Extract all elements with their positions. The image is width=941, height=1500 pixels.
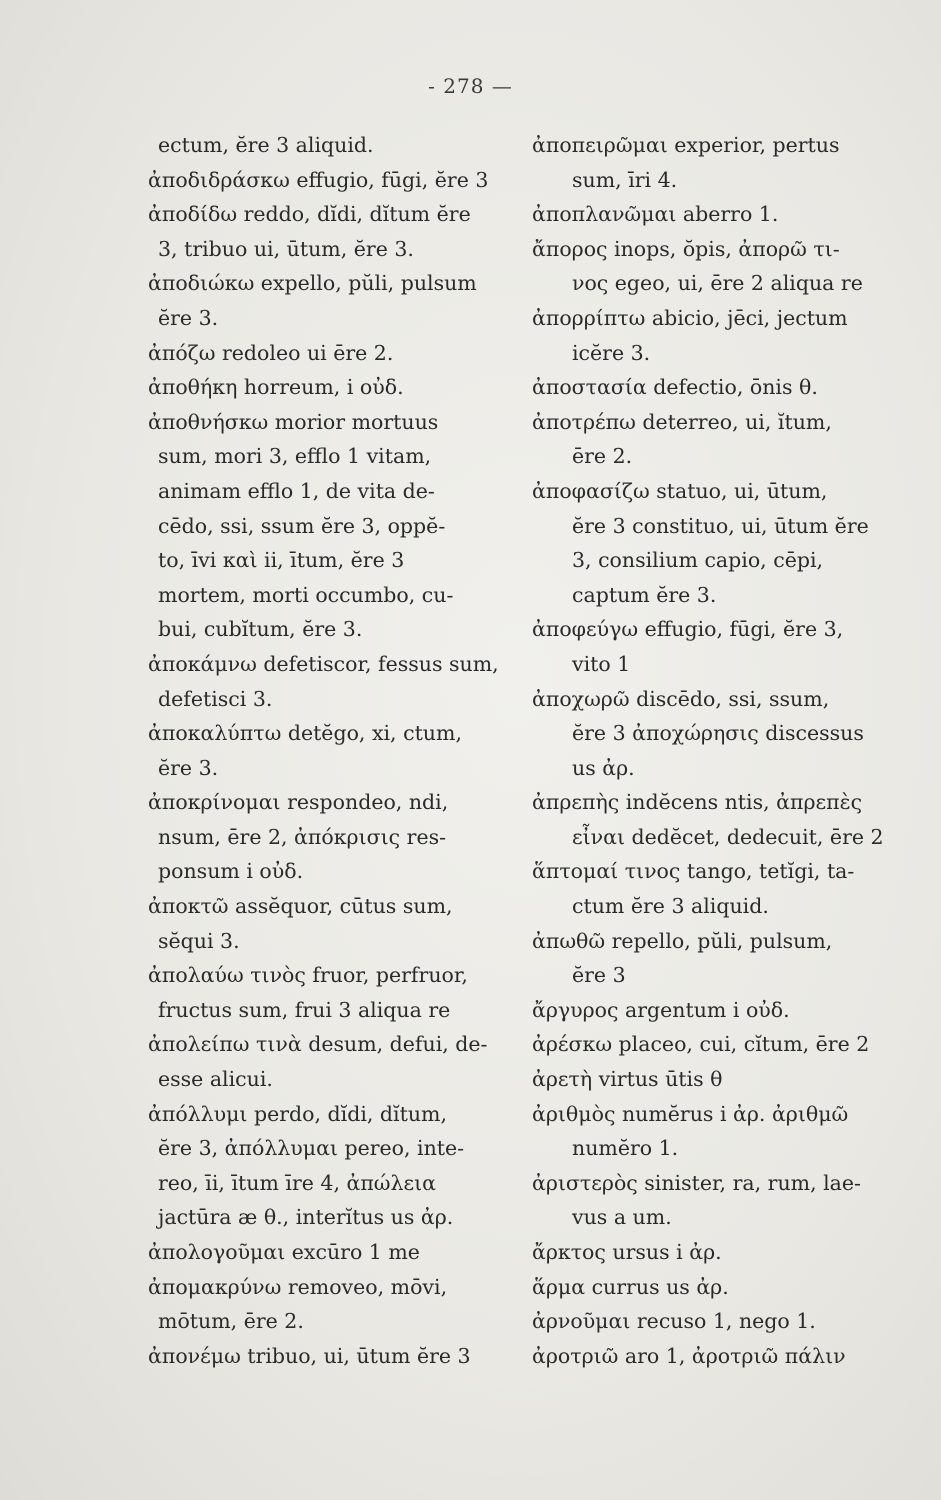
entry-line: sĕqui 3. <box>158 928 240 953</box>
entry-line: ēre 2. <box>572 444 633 469</box>
entry-line: ἀποπλανῶμαι aberro 1. <box>532 202 779 227</box>
entry-line: 3, consilium capio, cēpi, <box>572 548 824 573</box>
entry-line: captum ĕre 3. <box>572 582 717 607</box>
entry-line: ἅπτομαί τινος tango, tetĭgi, ta- <box>532 859 855 884</box>
entry-line: ἀρετὴ virtus ūtis θ <box>532 1067 723 1092</box>
entry-line: ἀποστασία defectio, ōnis θ. <box>532 375 818 400</box>
entry-line: ἀποκάμνω defetiscor, fessus sum, <box>148 651 499 676</box>
entry-line: sum, mori 3, efflo 1 vitam, <box>158 444 432 469</box>
entry-line: 3, tribuo ui, ūtum, ĕre 3. <box>158 236 414 261</box>
entry-line: fructus sum, frui 3 aliqua re <box>158 997 451 1022</box>
entry-line: ἀποκρίνομαι respondeo, ndi, <box>148 790 449 815</box>
entry-line: icĕre 3. <box>572 340 651 365</box>
entry-line: ἀπολείπω τινὰ desum, defui, de- <box>148 1032 488 1057</box>
entry-line: ἀρνοῦμαι recuso 1, nego 1. <box>532 1309 816 1334</box>
entry-line: ἀποπειρῶμαι experior, pertus <box>532 133 840 157</box>
entry-line: ἀπόλλυμι perdo, dĭdi, dĭtum, <box>148 1101 448 1126</box>
entry-line: vito 1 <box>572 651 631 676</box>
entry-line: ectum, ĕre 3 aliquid. <box>158 133 374 157</box>
right-column <box>532 128 932 1368</box>
entry-line: ἀριθμὸς numĕrus i ἀρ. ἀριθμῶ <box>532 1101 849 1126</box>
entry-line: ἄρκτος ursus i ἀρ. <box>532 1240 722 1264</box>
entry-line: nsum, ēre 2, ἀπόκρισις res- <box>158 824 447 849</box>
entry-line: ἀποδιδράσκω effugio, fūgi, ĕre 3 <box>148 167 489 192</box>
entry-line: ἀπωθῶ repello, pŭli, pulsum, <box>532 928 833 953</box>
entry-line: to, īvi καὶ ii, ītum, ĕre 3 <box>158 548 405 573</box>
entry-line: numĕro 1. <box>572 1136 679 1161</box>
entry-line: reo, īi, ītum īre 4, ἀπώλεια <box>158 1170 437 1195</box>
entry-line: ἄπορος inops, ŏpis, ἀπορῶ τι- <box>532 236 840 261</box>
entry-line: ἀποθνήσκω morior mortuus <box>148 409 439 434</box>
entry-line: jactūra æ θ., interĭtus us ἀρ. <box>158 1205 454 1230</box>
entry-line: ĕre 3 <box>572 963 626 988</box>
entry-line: ponsum i οὐδ. <box>158 859 304 884</box>
entry-line: ἀπολογοῦμαι excūro 1 me <box>148 1240 420 1264</box>
entry-line: ἀποκτῶ assĕquor, cūtus sum, <box>148 894 453 919</box>
entry-line: defetisci 3. <box>158 686 273 711</box>
entry-line: esse alicui. <box>158 1067 273 1092</box>
left-column <box>118 128 520 1368</box>
entry-line: ἀπολαύω τινὸς fruor, perfruor, <box>148 963 468 988</box>
entry-line: νος egeo, ui, ēre 2 aliqua re <box>572 271 863 296</box>
entry-line: ἀποτρέπω deterreo, ui, ĭtum, <box>532 409 832 434</box>
entry-line: ĕre 3 ἀποχώρησις discessus <box>572 721 864 746</box>
entry-line: ἄργυρος argentum i οὐδ. <box>532 997 790 1022</box>
entry-line: ĕre 3, ἀπόλλυμαι pereo, inte- <box>158 1136 465 1161</box>
entry-line: ἅρμα currus us ἀρ. <box>532 1274 729 1299</box>
entry-line: ĕre 3. <box>158 305 219 330</box>
entry-line: ἀποθήκη horreum, i οὐδ. <box>148 375 404 400</box>
entry-line: ἀποχωρῶ discēdo, ssi, ssum, <box>532 686 830 711</box>
entry-line: ĕre 3. <box>158 755 219 780</box>
entry-line: ἀρέσκω placeo, cui, cĭtum, ēre 2 <box>532 1032 870 1057</box>
entry-line: mōtum, ēre 2. <box>158 1309 304 1334</box>
entry-line: vus a um. <box>572 1205 672 1230</box>
entry-line: ἀροτριῶ aro 1, ἀροτριῶ πάλιν <box>532 1343 846 1368</box>
entry-line: ἀπομακρύνω removeo, mōvi, <box>148 1274 448 1299</box>
entry-line: ἀπόζω redoleo ui ēre 2. <box>148 340 394 365</box>
entry-line: us ἀρ. <box>572 755 635 780</box>
entry-line: ἀριστερὸς sinister, ra, rum, lae- <box>532 1170 861 1195</box>
page-number: - 278 — <box>428 74 513 98</box>
entry-line: bui, cubĭtum, ĕre 3. <box>158 617 363 642</box>
entry-line: ctum ĕre 3 aliquid. <box>572 894 769 919</box>
entry-line: ἀπρεπὴς indĕcens ntis, ἀπρεπὲς <box>532 790 863 815</box>
entry-line: mortem, morti occumbo, cu- <box>158 582 454 607</box>
entry-line: animam efflo 1, de vita de- <box>158 478 435 503</box>
entry-line: ἀπονέμω tribuo, ui, ūtum ĕre 3 <box>148 1343 471 1368</box>
entry-line: ἀποκαλύπτω detĕgo, xi, ctum, <box>148 721 462 746</box>
entry-line: ἀποδιώκω expello, pŭli, pulsum <box>148 271 477 296</box>
entry-line: ἀποφασίζω statuo, ui, ūtum, <box>532 478 828 503</box>
entry-line: ĕre 3 constituo, ui, ūtum ĕre <box>572 513 869 538</box>
entry-line: ἀπορρίπτω abicio, jēci, jectum <box>532 305 848 330</box>
entry-line: ἀποδίδω reddo, dĭdi, dĭtum ĕre <box>148 202 471 227</box>
entry-line: cēdo, ssi, ssum ĕre 3, oppĕ- <box>158 513 446 538</box>
entry-line: sum, īri 4. <box>572 167 678 192</box>
entry-line: ἀποφεύγω effugio, fūgi, ĕre 3, <box>532 617 844 642</box>
entry-line: εἶναι dedĕcet, dedecuit, ēre 2 <box>572 824 884 849</box>
